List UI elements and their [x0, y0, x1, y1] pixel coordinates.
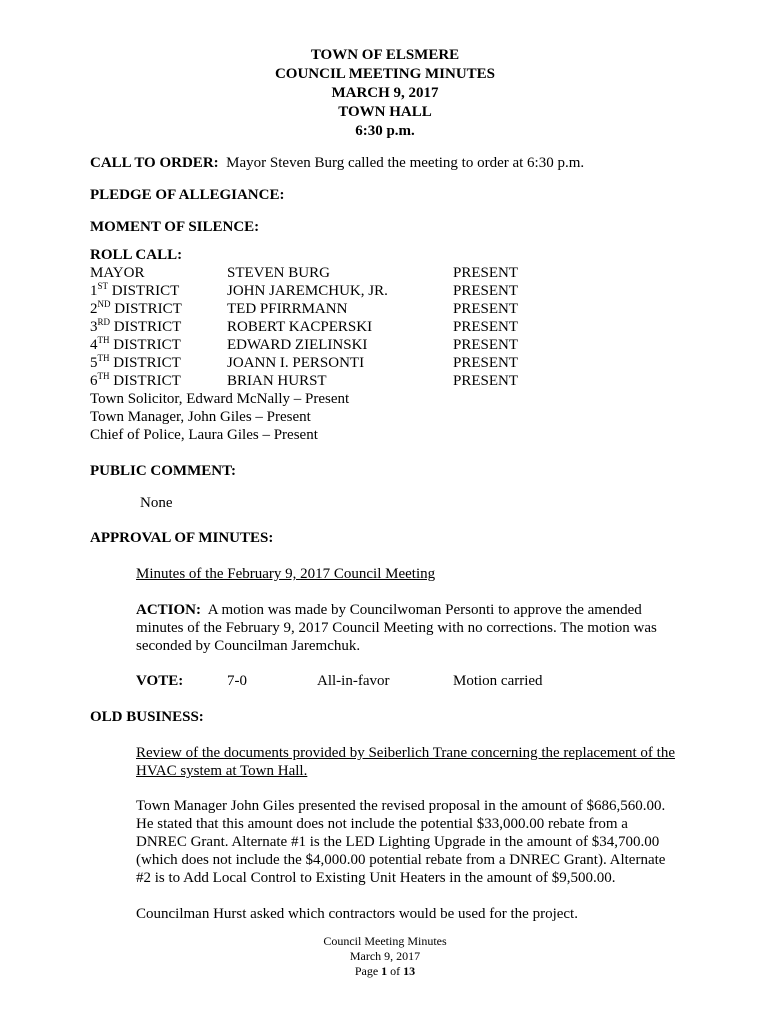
- staff-manager: Town Manager, John Giles – Present: [90, 409, 311, 425]
- staff-solicitor: Town Solicitor, Edward McNally – Present: [90, 391, 350, 407]
- approval-subject: Minutes of the February 9, 2017 Council Meeting: [136, 566, 436, 582]
- roll-district: 3RD DISTRICT: [90, 317, 182, 335]
- roll-name: JOHN JAREMCHUK, JR.: [227, 283, 388, 299]
- roll-status: PRESENT: [453, 265, 519, 281]
- approval-heading: APPROVAL OF MINUTES:: [90, 530, 274, 546]
- old-business-p2: Councilman Hurst asked which contractors would be used for the project.: [136, 906, 578, 922]
- document-header: [0, 46, 770, 141]
- roll-name: EDWARD ZIELINSKI: [227, 337, 368, 353]
- roll-district: 4TH DISTRICT: [90, 335, 181, 353]
- roll-status: PRESENT: [453, 373, 519, 389]
- header-town: TOWN OF ELSMERE: [310, 47, 460, 63]
- old-business-p1-line3: DNREC Grant. Alternate #1 is the LED Lighting Upgrade in the amount of $34,700.00: [136, 834, 660, 850]
- pledge-heading: PLEDGE OF ALLEGIANCE:: [90, 187, 285, 203]
- roll-status: PRESENT: [453, 301, 519, 317]
- roll-district: 6TH DISTRICT: [90, 371, 181, 389]
- roll-name: STEVEN BURG: [227, 265, 330, 281]
- footer-title: Council Meeting Minutes: [323, 934, 447, 948]
- vote-label: VOTE:: [136, 673, 184, 689]
- roll-status: PRESENT: [453, 355, 519, 371]
- silence-heading: MOMENT OF SILENCE:: [90, 219, 260, 235]
- roll-status: PRESENT: [453, 319, 519, 335]
- vote-type: All-in-favor: [317, 673, 390, 689]
- call-to-order: [90, 154, 584, 172]
- header-title: COUNCIL MEETING MINUTES: [274, 66, 496, 82]
- approval-action-line1: [136, 601, 642, 619]
- old-business-p1-line4: (which does not include the $4,000.00 potential rebate from a DNREC Grant). Alternate: [136, 852, 666, 868]
- old-business-heading: OLD BUSINESS:: [90, 709, 204, 725]
- approval-action-line3: seconded by Councilman Jaremchuk.: [136, 638, 361, 654]
- roll-district: MAYOR: [90, 265, 145, 281]
- vote-count: 7-0: [227, 673, 247, 689]
- old-business-p1-line5: #2 is to Add Local Control to Existing Unit Heaters in the amount of $9,500.00.: [136, 870, 616, 886]
- footer-date: March 9, 2017: [349, 949, 421, 963]
- roll-district: 5TH DISTRICT: [90, 353, 181, 371]
- roll-name: BRIAN HURST: [227, 373, 327, 389]
- old-business-p1-line2: He stated that this amount does not include the potential $33,000.00 rebate from a: [136, 816, 628, 832]
- old-business-subject-line1: Review of the documents provided by Seiberlich Trane concerning the replacement of the: [136, 745, 676, 761]
- roll-name: TED PFIRRMANN: [227, 301, 348, 317]
- public-comment-text: None: [140, 495, 173, 511]
- approval-action-line2: minutes of the February 9, 2017 Council Meeting with no corrections. The motion was: [136, 620, 657, 636]
- vote-row: [136, 672, 636, 690]
- roll-district: 1ST DISTRICT: [90, 281, 180, 299]
- call-to-order-text: Mayor Steven Burg called the meeting to order at 6:30 p.m.: [226, 155, 585, 171]
- old-business-subject-line2: HVAC system at Town Hall.: [136, 763, 308, 779]
- roll-district: 2ND DISTRICT: [90, 299, 182, 317]
- roll-status: PRESENT: [453, 283, 519, 299]
- roll-name: JOANN I. PERSONTI: [227, 355, 365, 371]
- roll-call-heading: ROLL CALL:: [90, 247, 183, 263]
- action-text: A motion was made by Councilwoman Personti to approve the amended: [207, 602, 642, 618]
- header-time: 6:30 p.m.: [355, 123, 415, 139]
- public-comment-heading: PUBLIC COMMENT:: [90, 463, 236, 479]
- page-footer: [0, 934, 770, 979]
- old-business-p1-line1: Town Manager John Giles presented the revised proposal in the amount of $686,560.00.: [136, 798, 666, 814]
- vote-result: Motion carried: [453, 673, 543, 689]
- header-location: TOWN HALL: [338, 104, 432, 120]
- roll-name: ROBERT KACPERSKI: [227, 319, 373, 335]
- action-label: ACTION:: [136, 602, 202, 618]
- staff-attendance: [90, 390, 349, 444]
- call-to-order-label: CALL TO ORDER:: [90, 155, 219, 171]
- staff-police-chief: Chief of Police, Laura Giles – Present: [90, 427, 318, 443]
- footer-page-number: Page 1 of 13: [354, 964, 416, 978]
- roll-status: PRESENT: [453, 337, 519, 353]
- header-date: MARCH 9, 2017: [331, 85, 439, 101]
